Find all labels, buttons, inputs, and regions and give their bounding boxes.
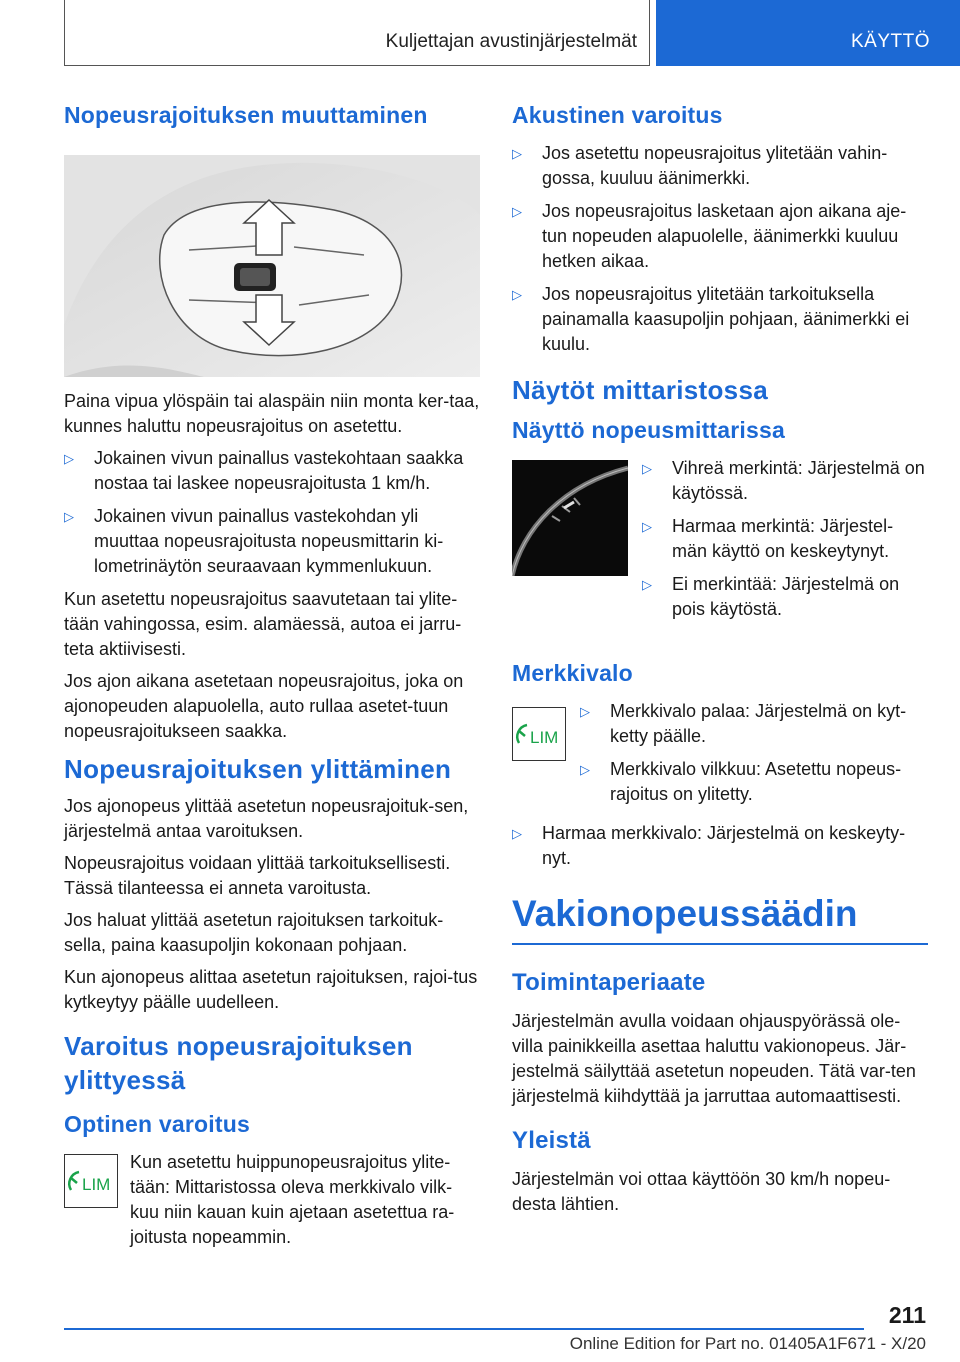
paragraph: Jos ajonopeus ylittää asetetun nopeusrajoituk-sen, järjestelmä antaa varoituksen. <box>64 796 469 841</box>
heading-acoustic: Akustinen varoitus <box>512 102 723 128</box>
list-item: ▷ Jokainen vivun painallus vastekohdan yli muuttaa nopeusrajoitusta nopeusmittarin ki-lometrinäytön seuraavaan kymmenlukuun. <box>64 504 480 579</box>
page-number: 211 <box>888 1302 926 1328</box>
steering-wheel-image <box>64 155 480 377</box>
list-item: ▷ Jos nopeusrajoitus lasketaan ajon aikana aje-tun nopeuden alapuolelle, äänimerkki kuuluu hetken aikaa. <box>512 199 928 274</box>
triangle-bullet-icon: ▷ <box>512 826 522 841</box>
svg-text:LIM: LIM <box>82 1175 111 1194</box>
list-item: ▷ Jos asetettu nopeusrajoitus ylitetään vahin-gossa, kuuluu äänimerkki. <box>512 141 928 191</box>
paragraph: Kun asetettu nopeusrajoitus saavutetaan tai ylite-tään vahingossa, esim. alamäessä, autoa ei jarru-teta aktiivisesti. <box>64 589 462 659</box>
header-tab <box>656 0 960 66</box>
header-tab-label: KÄYTTÖ <box>850 31 930 52</box>
list-item: ▷ Harmaa merkintä: Järjestel-män käyttö on keskeytynyt. <box>642 514 928 564</box>
speedometer-block <box>512 456 928 636</box>
right-column <box>512 96 928 1224</box>
triangle-bullet-icon: ▷ <box>580 704 590 719</box>
heading-indicator: Merkkivalo <box>512 660 633 686</box>
paragraph-intro: Paina vipua ylöspäin tai alaspäin niin monta ker-taa, kunnes haluttu nopeusrajoitus on asetettu. <box>64 391 480 436</box>
header-title: Kuljettajan avustinjärjestelmät <box>385 31 637 52</box>
heading-displays: Näytöt mittaristossa <box>512 375 768 405</box>
list-item: ▷ Vihreä merkintä: Järjestelmä on käytössä. <box>642 456 928 506</box>
paragraph-optical: Kun asetettu huippunopeusrajoitus ylite-tään: Mittaristossa oleva merkkivalo vilk-kuu niin kauan kuin ajetaan asetettua ra-joitusta nopeammin. <box>130 1152 455 1247</box>
bullet-list-speedometer <box>642 456 928 630</box>
triangle-bullet-icon: ▷ <box>64 451 74 466</box>
speedometer-image <box>512 460 628 576</box>
bullet-list-acoustic <box>512 141 928 357</box>
triangle-bullet-icon: ▷ <box>64 509 74 524</box>
header-bar <box>64 0 650 66</box>
heading-speedometer: Näyttö nopeusmittarissa <box>512 417 785 443</box>
svg-text:LIM: LIM <box>530 728 559 747</box>
heading-optical-warning: Optinen varoitus <box>64 1111 250 1137</box>
triangle-bullet-icon: ▷ <box>642 519 652 534</box>
heading-change-limit: Nopeusrajoituksen muuttaminen <box>64 102 428 128</box>
bullet-list-1 <box>64 446 480 579</box>
paragraph-general: Järjestelmän voi ottaa käyttöön 30 km/h nopeu-desta lähtien. <box>512 1169 891 1214</box>
paragraph: Nopeusrajoitus voidaan ylittää tarkoituksellisesti. Tässä tilanteessa ei anneta varoitusta. <box>64 853 451 898</box>
triangle-bullet-icon: ▷ <box>512 204 522 219</box>
chapter-title: Vakionopeussäädin <box>512 893 928 945</box>
bullet-list-grey <box>512 821 928 871</box>
list-item: ▷ Merkkivalo palaa: Järjestelmä on kyt-ketty päälle. <box>580 699 928 749</box>
triangle-bullet-icon: ▷ <box>642 577 652 592</box>
list-item: ▷ Jokainen vivun painallus vastekohtaan saakka nostaa tai laskee nopeusrajoitusta 1 km/h. <box>64 446 480 496</box>
paragraph: Jos haluat ylittää asetetun rajoituksen tarkoituk-sella, paina kaasupoljin kokonaan pohjaan. <box>64 910 444 955</box>
heading-warning: Varoitus nopeusrajoituksen ylittyessä <box>64 1031 413 1095</box>
optical-warning-block <box>64 1150 480 1257</box>
left-column <box>64 96 480 1257</box>
paragraph: Kun ajonopeus alittaa asetetun rajoituksen, rajoi-tus kytkeytyy päälle uudelleen. <box>64 967 478 1012</box>
indicator-block <box>512 699 928 821</box>
paragraph-principle: Järjestelmän avulla voidaan ohjauspyörässä ole-villa painikkeilla asettaa haluttu vakionopeus. Jär-jestelmä säilyttää asetetun nopeuden. Tätä var-ten järjestelmä kiihdyttää ja jarruttaa automaattisesti. <box>512 1011 916 1106</box>
heading-principle: Toimintaperiaate <box>512 969 706 996</box>
triangle-bullet-icon: ▷ <box>512 146 522 161</box>
footer-edition: Online Edition for Part no. 01405A1F671 - X/20 <box>569 1334 926 1353</box>
list-item: ▷ Ei merkintää: Järjestelmä on pois käytöstä. <box>642 572 928 622</box>
heading-general: Yleistä <box>512 1127 591 1154</box>
triangle-bullet-icon: ▷ <box>580 762 590 777</box>
triangle-bullet-icon: ▷ <box>512 287 522 302</box>
speed-limiter-lim-icon <box>64 1154 118 1208</box>
heading-exceed: Nopeusrajoituksen ylittäminen <box>64 754 452 784</box>
list-item: ▷ Jos nopeusrajoitus ylitetään tarkoituksella painamalla kaasupoljin pohjaan, äänimerkki ei kuulu. <box>512 282 928 357</box>
bullet-list-indicator <box>580 699 928 815</box>
triangle-bullet-icon: ▷ <box>642 461 652 476</box>
footer-divider <box>64 1328 864 1330</box>
list-item: ▷ Merkkivalo vilkkuu: Asetettu nopeus-rajoitus on ylitetty. <box>580 757 928 807</box>
speed-limiter-lim-icon <box>512 707 566 761</box>
paragraph: Jos ajon aikana asetetaan nopeusrajoitus, joka on ajonopeuden alapuolella, auto rullaa asetet-tuun nopeusrajoitukseen saakka. <box>64 671 464 741</box>
list-item: ▷ Harmaa merkkivalo: Järjestelmä on keskeyty-nyt. <box>512 821 928 871</box>
